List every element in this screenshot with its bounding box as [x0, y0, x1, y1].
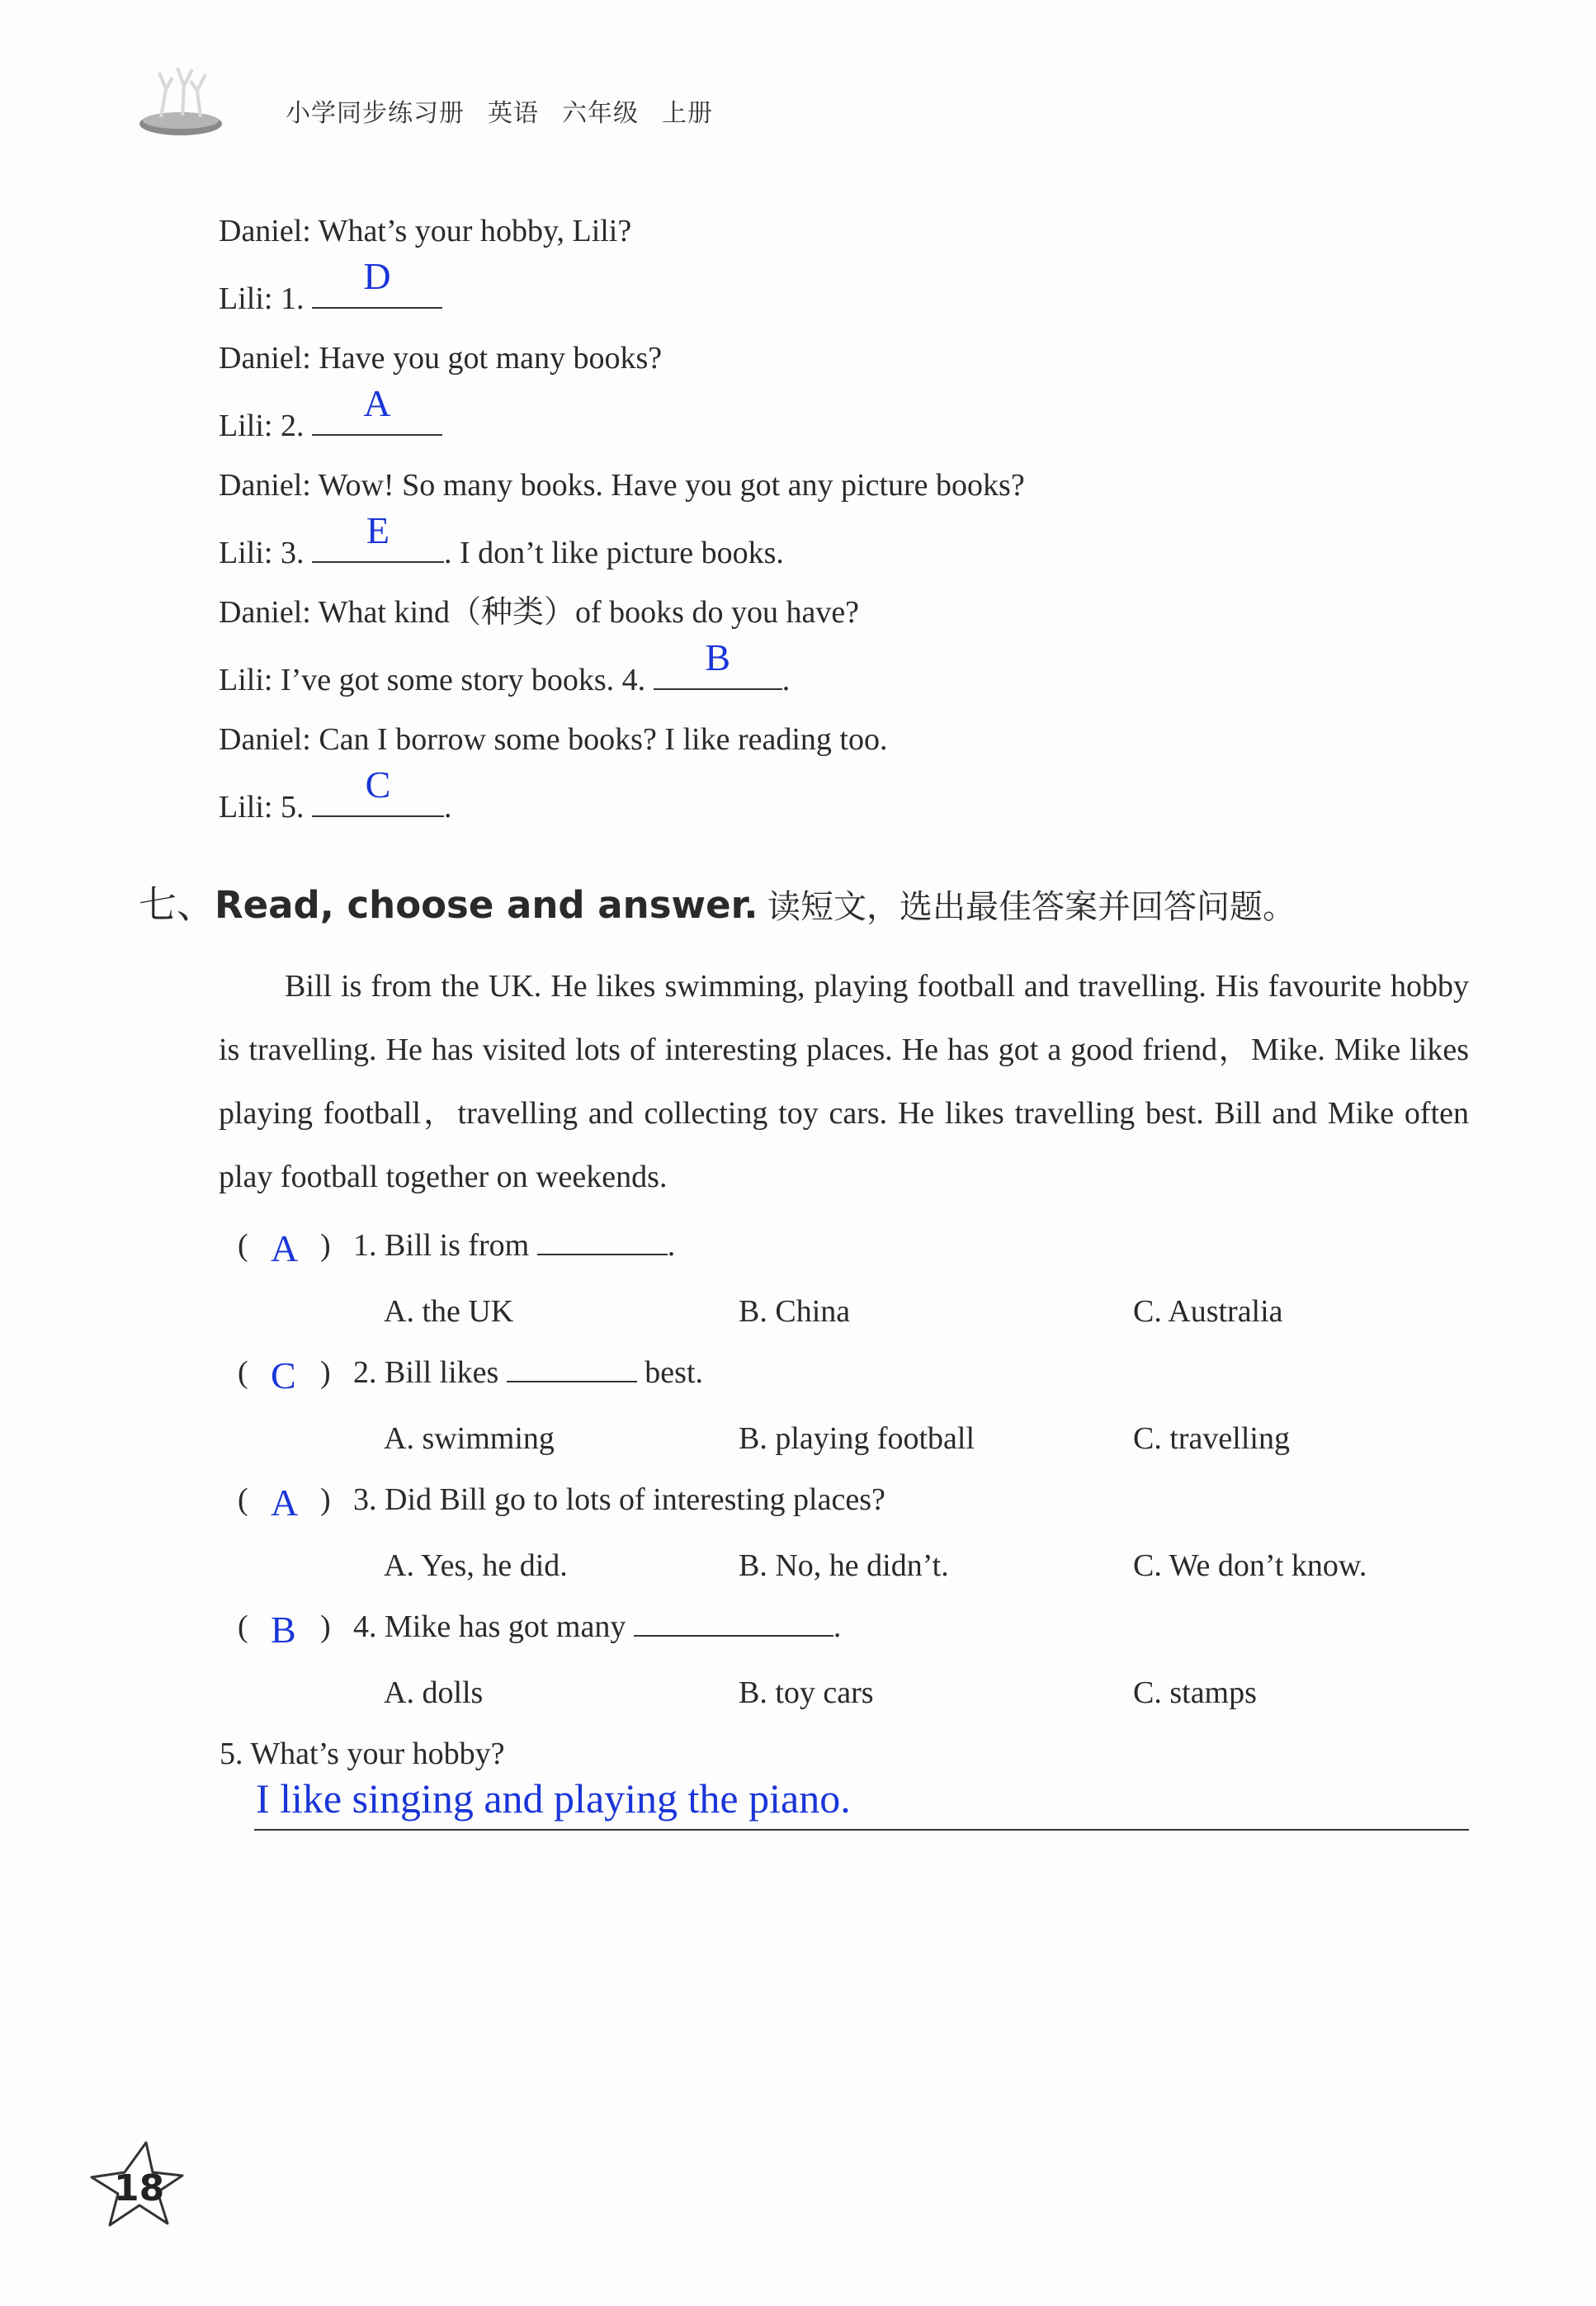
answer-blank [537, 1231, 668, 1255]
dialogue-line [219, 255, 442, 316]
option-a: A. swimming [384, 1421, 555, 1456]
option-b: B. toy cars [739, 1675, 874, 1710]
option-c: C. stamps [1133, 1675, 1257, 1710]
question-text: 3. Did Bill go to lots of interesting places? [353, 1482, 885, 1517]
question-text: 4. Mike has got many [353, 1609, 634, 1644]
handwritten-answer: E [366, 509, 390, 551]
header-book: 小学同步练习册 [286, 99, 465, 128]
dialogue-suffix: . [781, 663, 791, 697]
header-subject: 英语 [488, 99, 539, 128]
paren-close: ) [320, 1228, 331, 1263]
header-volume: 上册 [662, 99, 713, 128]
answer-blank [634, 1612, 833, 1637]
option-c: C. travelling [1133, 1421, 1290, 1456]
paren-close: ) [320, 1609, 331, 1644]
handwritten-answer: A [363, 382, 391, 424]
dialogue-line: Daniel: Have you got many books? [219, 341, 663, 376]
question-stem [353, 1484, 885, 1515]
paren-close: ) [320, 1482, 331, 1517]
dialogue-line [219, 763, 452, 825]
dialogue-suffix: . [443, 790, 452, 825]
answer-blank [312, 763, 444, 817]
option-b: B. China [739, 1294, 851, 1329]
paren-close: ) [320, 1355, 331, 1390]
dialogue-prefix: Lili: 3. [219, 536, 312, 570]
paren-open: ( [238, 1355, 248, 1390]
handwritten-answer: B [705, 636, 731, 678]
paren-open: ( [238, 1482, 248, 1517]
dialogue-line: Daniel: What’s your hobby, Lili? [219, 214, 632, 248]
section-number: 七、 [139, 882, 215, 927]
question-stem [353, 1230, 675, 1261]
handwritten-answer: C [365, 763, 391, 806]
question-text: 2. Bill likes [353, 1355, 507, 1390]
dialogue-line [219, 509, 784, 570]
handwritten-answer: D [363, 255, 391, 297]
question-stem [353, 1611, 841, 1642]
answer-blank [654, 636, 782, 690]
dialogue-line: Daniel: Can I borrow some books? I like reading too. [219, 722, 888, 757]
dialogue-line [219, 382, 442, 443]
handwritten-answer: A [271, 1481, 299, 1524]
dialogue-line [219, 636, 791, 697]
option-a: A. Yes, he did. [384, 1548, 568, 1583]
section-title [139, 875, 1296, 929]
option-b: B. No, he didn’t. [739, 1548, 949, 1583]
reading-passage: Bill is from the UK. He likes swimming, playing football and travelling. His favourite hobby is travelling. He has visited lots of interesting places. He has got a good friend，Mike. Mike likes playing football，travelling and collecting toy cars. He likes travelling best. Bill and Mike often play football together on weekends. [219, 969, 1469, 1194]
answer-blank [312, 382, 442, 436]
question-stem [353, 1357, 703, 1388]
answer-blank [312, 255, 442, 309]
dialogue-prefix: Lili: 5. [219, 790, 312, 825]
section-title-cn: 读短文，选出最佳答案并回答问题。 [767, 888, 1296, 926]
option-a: A. the UK [384, 1294, 514, 1329]
question-text: 1. Bill is from [353, 1228, 537, 1263]
q5-question: 5. What’s your hobby? [220, 1737, 505, 1771]
paren-open: ( [238, 1609, 248, 1644]
question-text-end: . [667, 1228, 676, 1263]
handwritten-answer: B [271, 1609, 296, 1651]
option-c: C. Australia [1133, 1294, 1283, 1329]
dialogue-line: Daniel: Wow! So many books. Have you got any picture books? [219, 468, 1025, 503]
header-grade: 六年级 [562, 99, 639, 128]
question-text-end: best. [636, 1355, 704, 1390]
paren-open: ( [238, 1228, 248, 1263]
dialogue-suffix: . I don’t like picture books. [443, 536, 784, 570]
option-b: B. playing football [739, 1421, 975, 1456]
header [286, 92, 736, 129]
page-number: 18 [114, 2167, 165, 2209]
handwritten-answer: A [271, 1227, 299, 1269]
option-c: C. We don’t know. [1133, 1548, 1367, 1583]
question-text-end: . [833, 1609, 842, 1644]
option-a: A. dolls [384, 1675, 484, 1710]
handwritten-answer: C [271, 1354, 296, 1396]
answer-blank [312, 509, 444, 563]
answer-line [254, 1829, 1469, 1831]
section-title-en: Read, choose and answer. [215, 883, 758, 927]
dancers-logo-icon [136, 56, 225, 139]
handwritten-answer: I like singing and playing the piano. [256, 1775, 851, 1822]
dialogue-prefix: Lili: 2. [219, 409, 312, 443]
answer-blank [507, 1358, 637, 1382]
dialogue-prefix: Lili: I’ve got some story books. 4. [219, 663, 654, 697]
dialogue-prefix: Lili: 1. [219, 281, 312, 316]
dialogue-line: Daniel: What kind（种类）of books do you have? [219, 595, 860, 630]
